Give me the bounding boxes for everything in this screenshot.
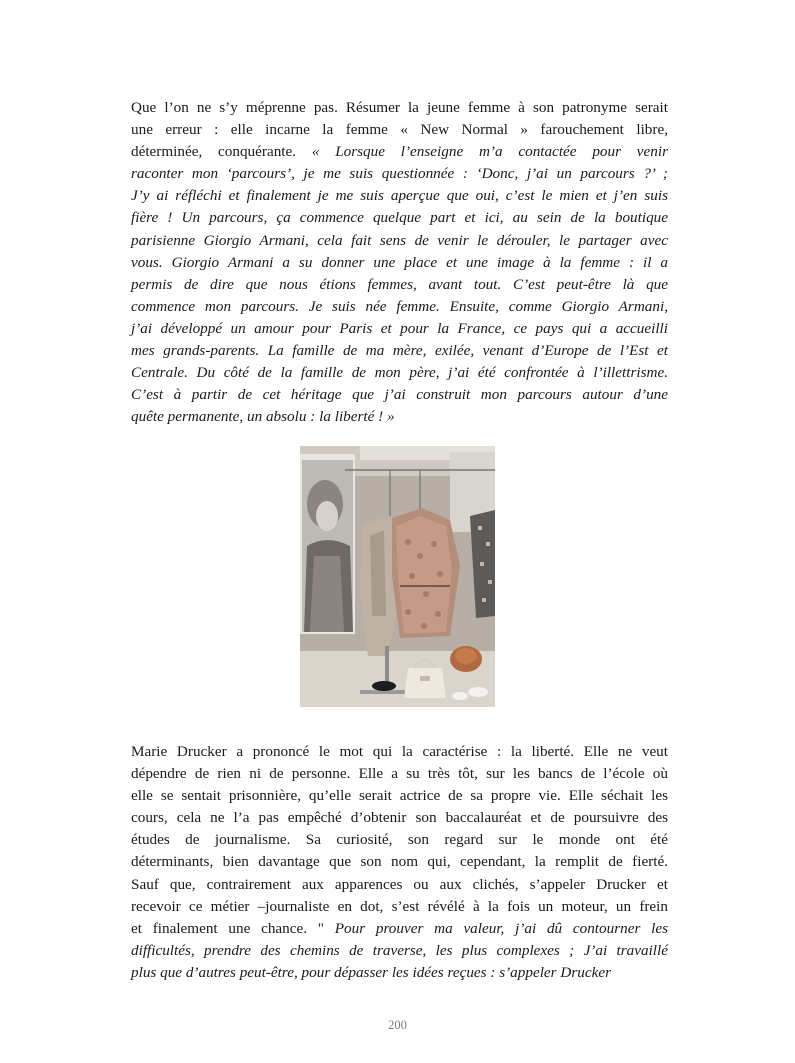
text-line bbox=[131, 141, 668, 163]
text-line bbox=[131, 874, 668, 896]
text-line bbox=[131, 741, 668, 763]
italic-quote-text: Centrale. Du côté de la famille de mon père, j’ai été confrontée à l’illettrisme. bbox=[131, 364, 668, 382]
italic-quote-text: plus que d’autres peut-être, pour dépasser les idées reçues : s’appeler Drucker bbox=[131, 963, 611, 981]
text-line bbox=[131, 185, 668, 207]
text-line bbox=[131, 97, 668, 119]
body-text: dépendre de rien ni de personne. Elle a su très tôt, sur les bancs de l’école où bbox=[131, 765, 668, 783]
italic-quote-text: permis de dire que nous étions femmes, avant tout. C’est peut-être là que bbox=[131, 275, 668, 293]
body-text: et finalement une chance. " bbox=[131, 919, 335, 937]
text-line bbox=[131, 119, 668, 141]
paragraph-2 bbox=[131, 741, 668, 984]
text-line bbox=[131, 763, 668, 785]
italic-quote-text: Pour prouver ma valeur, j’ai dû contourner les bbox=[334, 919, 668, 937]
text-line bbox=[131, 962, 668, 984]
boutique-photo bbox=[300, 446, 495, 707]
text-line bbox=[131, 252, 668, 274]
italic-quote-text: difficultés, prendre des chemins de traverse, les plus complexes ; J’ai travaillé bbox=[131, 941, 668, 959]
italic-quote-text: J’y ai réfléchi et finalement je me suis aperçue que oui, c’est le mien et j’en suis bbox=[131, 187, 668, 205]
body-text: études de journalisme. Sa curiosité, son regard sur le monde ont été bbox=[131, 831, 668, 849]
text-line bbox=[131, 362, 668, 384]
italic-quote-text: vous. Giorgio Armani a su donner une place et une image à la femme : il a bbox=[131, 253, 668, 271]
italic-quote-text: quête permanente, un absolu : la liberté ! » bbox=[131, 408, 395, 426]
body-text: Sauf que, contrairement aux apparences ou aux clichés, s’appeler Drucker et bbox=[131, 875, 668, 893]
text-line bbox=[131, 163, 668, 185]
body-text: recevoir ce métier –journaliste en dot, s’est révélé à la fois un moteur, un frein bbox=[131, 897, 668, 915]
italic-quote-text: commence mon parcours. Je suis née femme. Ensuite, comme Giorgio Armani, bbox=[131, 297, 668, 315]
italic-quote-text: C’est à partir de cet héritage que j’ai construit mon parcours autour d’une bbox=[131, 386, 668, 404]
text-line bbox=[131, 918, 668, 940]
italic-quote-text: raconter mon ‘parcours’, je me suis questionnée : ‘Donc, j’ai un parcours ?’ ; bbox=[131, 165, 668, 183]
text-line bbox=[131, 785, 668, 807]
italic-quote-text: « Lorsque l’enseigne m’a contactée pour venir bbox=[311, 143, 668, 161]
text-line bbox=[131, 318, 668, 340]
body-text: Que l’on ne s’y méprenne pas. Résumer la jeune femme à son patronyme serait bbox=[131, 99, 668, 116]
text-line bbox=[131, 274, 668, 296]
text-line bbox=[131, 384, 668, 406]
italic-quote-text: j’ai développé un amour pour Paris et pour la France, ce pays qui a accueilli bbox=[131, 319, 668, 337]
body-text: déterminants, bien davantage que son nom qui, cependant, la remplit de fierté. bbox=[131, 853, 668, 871]
paragraph-1 bbox=[131, 97, 668, 428]
italic-quote-text: parisienne Giorgio Armani, cela fait sens de venir le dérouler, le partager avec bbox=[131, 231, 668, 249]
boutique-photo-illustration bbox=[300, 446, 495, 707]
text-line bbox=[131, 230, 668, 252]
text-line bbox=[131, 940, 668, 962]
page-number: 200 bbox=[388, 1018, 407, 1032]
text-line bbox=[131, 340, 668, 362]
text-line bbox=[131, 296, 668, 318]
body-text: déterminée, conquérante. bbox=[131, 143, 312, 161]
body-text: cours, cela ne l’a pas empêché d’obtenir son baccalauréat et de poursuivre des bbox=[131, 809, 668, 827]
body-text: Marie Drucker a prononcé le mot qui la caractérise : la liberté. Elle ne veut bbox=[131, 743, 668, 760]
body-text: elle se sentait prisonnière, qu’elle serait actrice de sa propre vie. Elle séchait les bbox=[131, 787, 668, 805]
italic-quote-text: fière ! Un parcours, ça commence quelque part et ici, au sein de la boutique bbox=[131, 209, 668, 227]
italic-quote-text: mes grands-parents. La famille de ma mère, exilée, venant d’Europe de l’Est et bbox=[131, 342, 668, 360]
text-line bbox=[131, 207, 668, 229]
text-line bbox=[131, 406, 668, 428]
text-line bbox=[131, 896, 668, 918]
text-line bbox=[131, 851, 668, 873]
text-line bbox=[131, 829, 668, 851]
body-text: une erreur : elle incarne la femme « New Normal » farouchement libre, bbox=[131, 121, 668, 139]
text-line bbox=[131, 807, 668, 829]
